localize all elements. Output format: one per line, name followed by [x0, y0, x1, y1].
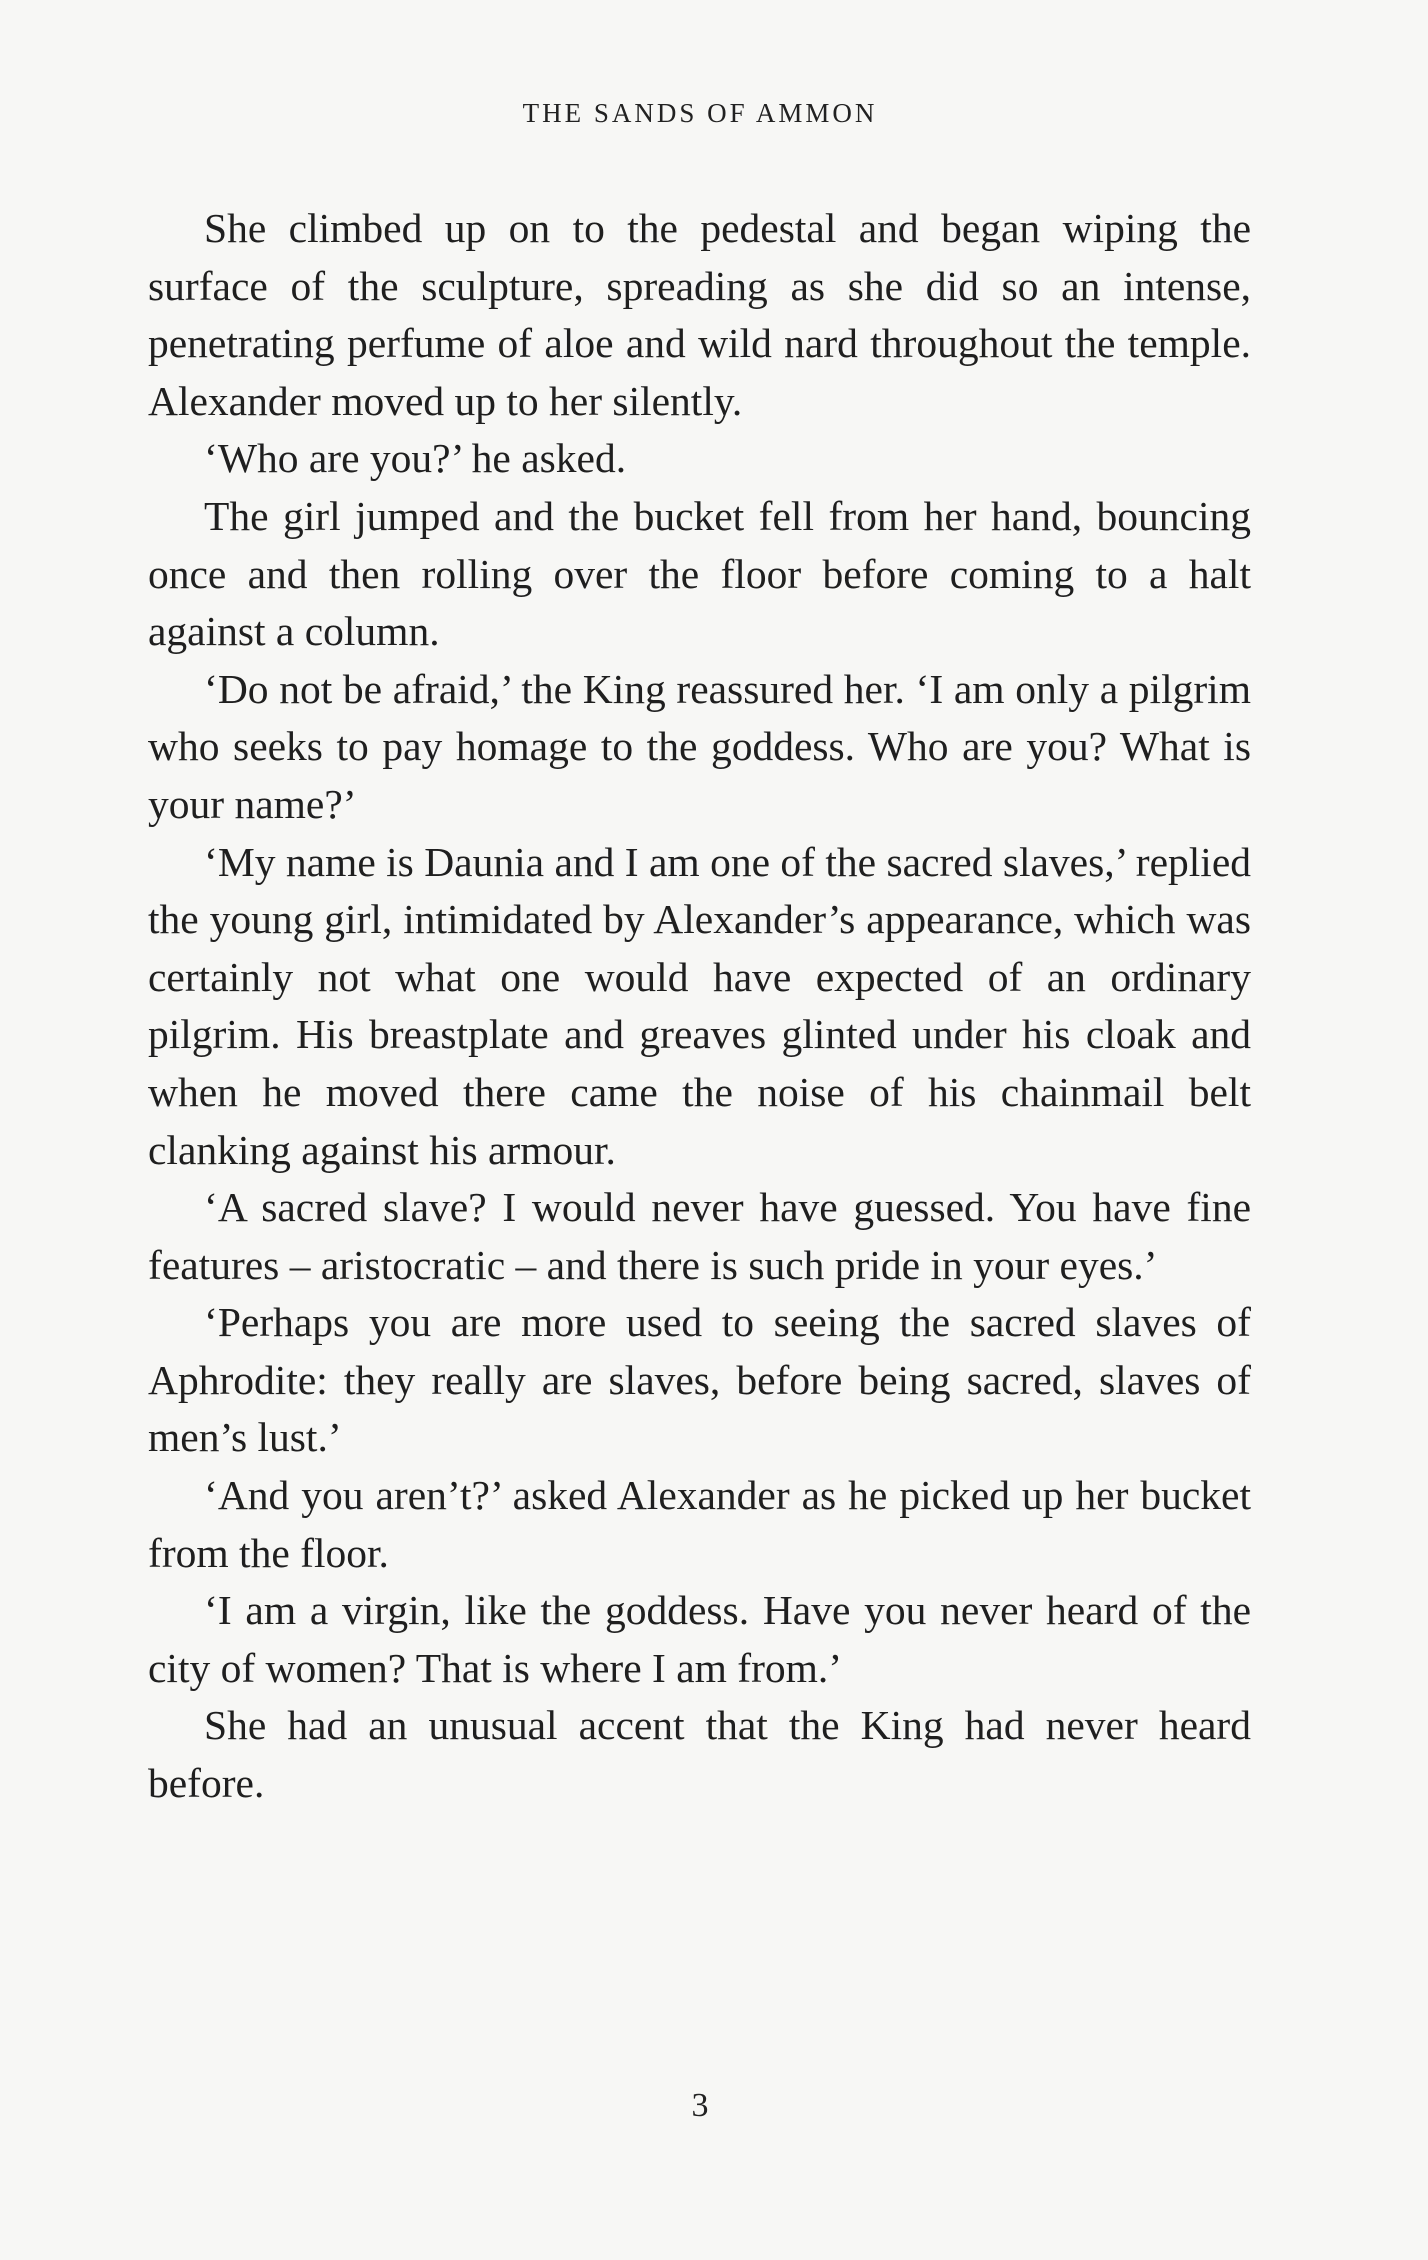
paragraph: ‘I am a virgin, like the goddess. Have you never heard of the city of women? That is where I am from.’: [148, 1587, 1251, 1691]
paragraph: She had an unusual accent that the King had never heard before.: [148, 1702, 1251, 1807]
paragraph: ‘And you aren’t?’ asked Alexander as he picked up her bucket from the floor.: [148, 1472, 1251, 1576]
body-text: [148, 200, 1251, 1813]
page-number: 3: [691, 2087, 709, 2124]
paragraph: ‘Who are you?’ he asked.: [204, 435, 627, 482]
paragraph: ‘Do not be afraid,’ the King reassured her. ‘I am only a pilgrim who seeks to pay homage to the goddess. Who are you? What is your name?’: [148, 665, 1251, 827]
running-head: THE SANDS OF AMMON: [522, 98, 878, 128]
paragraph: ‘Perhaps you are more used to seeing the sacred slaves of Aphrodite: they really are slaves, before being sacred, slaves of men’s lust.’: [148, 1299, 1251, 1461]
paragraph: She climbed up on to the pedestal and began wiping the surface of the sculpture, spreading as she did so an intense, penetrating perfume of aloe and wild nard throughout the temple. Alexander moved up to her silently.: [148, 205, 1251, 424]
paragraph: ‘A sacred slave? I would never have guessed. You have fine features – aristocratic – and there is such pride in your eyes.’: [148, 1184, 1251, 1288]
paragraph: The girl jumped and the bucket fell from her hand, bouncing once and then rolling over the floor before coming to a halt against a column.: [148, 492, 1251, 655]
paragraph: ‘My name is Daunia and I am one of the sacred slaves,’ replied the young girl, intimidated by Alexander’s appearance, which was certainly not what one would have expected of an ordinary pilgrim. His breastplate and greaves glinted under his cloak and when he moved there came the noise of his chainmail belt clanking against his armour.: [148, 838, 1251, 1173]
